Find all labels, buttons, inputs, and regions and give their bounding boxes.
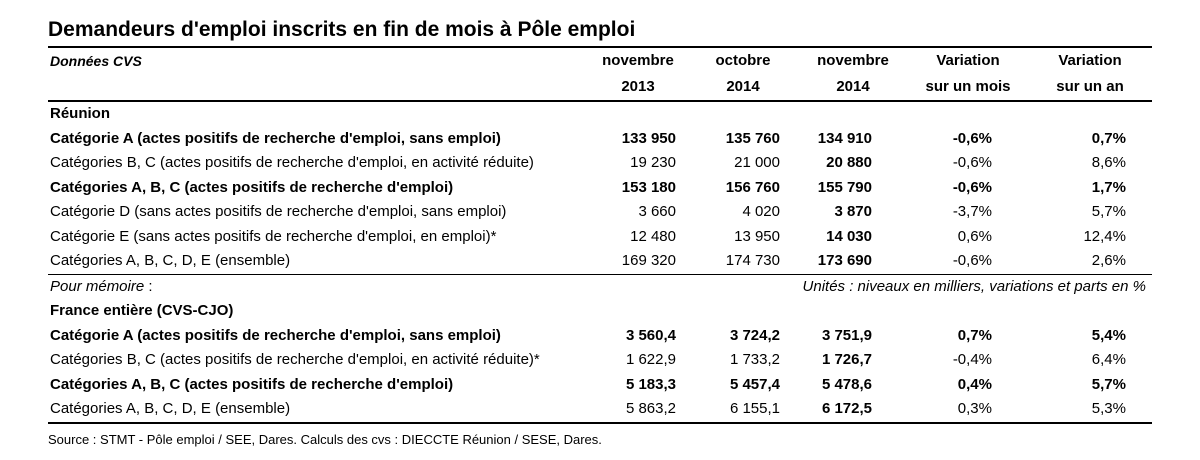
row-value-4: -0,6% [952,178,992,196]
row-value-1: 3 560,4 [625,326,676,344]
row-value-5: 0,7% [1091,129,1126,147]
row-value-4: -0,4% [952,351,992,368]
row-value-3: 14 030 [826,227,872,245]
row-label: Catégories A, B, C (actes positifs de recherche d'emploi) [50,375,454,393]
row-value-4: -0,6% [908,249,1028,274]
france-section-label: France entière (CVS-CJO) [50,302,234,319]
table-row [48,324,1152,349]
row-label: Catégorie D (sans actes positifs de recherche d'emploi, sans emploi) [50,203,507,220]
row-value-4: -0,6% [952,129,992,147]
header-spacer [48,74,588,101]
row-label: Catégorie E (sans actes positifs de recherche d'emploi, en emploi)* [50,227,497,245]
table-row [48,151,1152,176]
table-row [48,200,1152,225]
row-value-4: -3,7% [952,203,992,220]
table-row [48,397,1152,423]
header-col-5-line2: sur un an [1028,74,1152,101]
row-value-1: 153 180 [621,178,676,196]
table-row [48,127,1152,152]
row-value-2: 5 457,4 [729,375,780,393]
table-row [48,373,1152,398]
row-value-4: 0,6% [957,227,992,245]
memo-label: Pour mémoire [50,277,145,295]
row-value-5: 2,6% [1028,249,1152,274]
row-value-3: 5 478,6 [821,375,872,393]
row-value-5: 5,3% [1028,397,1152,423]
row-value-5: 8,6% [1091,154,1126,171]
header-label: Données CVS [48,47,588,74]
row-value-2: 6 155,1 [688,397,798,423]
row-value-3: 20 880 [826,154,872,171]
france-section-row [48,299,1152,324]
row-value-5: 5,4% [1091,326,1126,344]
header-col-2-line2: 2014 [688,74,798,101]
row-value-5: 12,4% [1083,227,1126,245]
row-value-3: 155 790 [817,178,872,196]
units-note: Unités : niveaux en milliers, variations et parts en % [802,277,1146,295]
row-value-2: 4 020 [742,203,780,220]
row-value-1: 3 660 [638,203,676,220]
row-value-2: 174 730 [688,249,798,274]
row-value-5: 5,7% [1091,375,1126,393]
row-value-4: 0,4% [957,375,992,393]
data-table [48,46,1152,424]
reunion-section-label: Réunion [50,105,110,122]
header-col-3-line1: novembre [798,47,908,74]
row-value-5: 5,7% [1091,203,1126,220]
table-row [48,348,1152,373]
table-row [48,249,1152,274]
header-col-3-line2: 2014 [798,74,908,101]
row-value-4: 0,3% [908,397,1028,423]
memo-row [48,274,1152,299]
reunion-section-row [48,101,1152,127]
row-label: Catégorie A (actes positifs de recherche d'emploi, sans emploi) [50,129,501,147]
row-value-3: 3 751,9 [821,326,872,344]
header-col-1-line2: 2013 [588,74,688,101]
row-value-3: 134 910 [817,129,872,147]
row-value-2: 3 724,2 [729,326,780,344]
row-value-2: 1 733,2 [729,351,780,368]
row-label: Catégorie A (actes positifs de recherche d'emploi, sans emploi) [50,326,501,344]
row-value-1: 12 480 [630,227,676,245]
row-value-5: 6,4% [1091,351,1126,368]
row-label: Catégories B, C (actes positifs de recherche d'emploi, en activité réduite)* [50,351,540,368]
row-value-5: 1,7% [1091,178,1126,196]
row-value-1: 1 622,9 [625,351,676,368]
header-col-1-line1: novembre [588,47,688,74]
row-label: Catégories A, B, C, D, E (ensemble) [48,249,588,274]
table-title: Demandeurs d'emploi inscrits en fin de mois à Pôle emploi [48,18,636,41]
header-col-2-line1: octobre [688,47,798,74]
source-note: Source : STMT - Pôle emploi / SEE, Dares. Calculs des cvs : DIECCTE Réunion / SESE, Dares. [48,431,602,447]
header-row-2 [48,74,1152,101]
row-value-1: 5 183,3 [625,375,676,393]
row-label: Catégories A, B, C (actes positifs de recherche d'emploi) [50,178,454,196]
row-value-1: 133 950 [621,129,676,147]
row-value-4: 0,7% [957,326,992,344]
header-col-4-line1: Variation [908,47,1028,74]
row-value-2: 21 000 [734,154,780,171]
row-label: Catégories A, B, C, D, E (ensemble) [48,397,588,423]
table-row [48,225,1152,250]
memo-cell [48,274,588,299]
row-value-2: 13 950 [734,227,780,245]
row-value-1: 19 230 [630,154,676,171]
row-value-3: 173 690 [798,249,908,274]
header-col-4-line2: sur un mois [908,74,1028,101]
row-value-2: 156 760 [725,178,780,196]
header-col-5-line1: Variation [1028,47,1152,74]
table-row [48,176,1152,201]
row-label: Catégories B, C (actes positifs de recherche d'emploi, en activité réduite) [50,154,534,171]
row-value-4: -0,6% [952,154,992,171]
row-value-2: 135 760 [725,129,780,147]
header-row-1 [48,47,1152,74]
document [48,14,1152,447]
row-value-1: 5 863,2 [588,397,688,423]
row-value-3: 3 870 [834,203,872,220]
memo-colon: : [144,277,153,295]
row-value-1: 169 320 [588,249,688,274]
row-value-3: 6 172,5 [798,397,908,423]
row-value-3: 1 726,7 [821,351,872,368]
